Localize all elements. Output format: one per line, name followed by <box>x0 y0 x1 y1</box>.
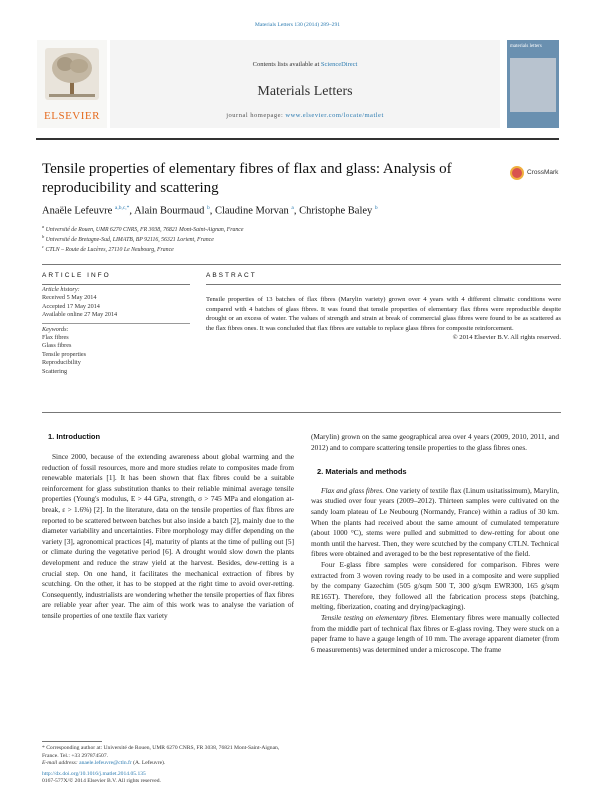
author-sup[interactable]: a,b,c,* <box>114 205 130 211</box>
article-info-label: ARTICLE INFO <box>42 272 111 279</box>
article-title: Tensile properties of elementary fibres of flax and glass: Analysis of reproducibility and scattering <box>42 161 452 196</box>
author-sup[interactable]: a <box>291 205 294 211</box>
author-list: Anaële Lefeuvre $^{a,b,c,*}$, Alain Bourmaud $^b$, Claudine Morvan $^a$, Christophe Baley $^b$ <box>42 205 378 217</box>
intro-column <box>42 452 294 622</box>
cover-title: materials letters <box>510 44 542 49</box>
running-header[interactable]: Materials Letters 130 (2014) 289–291 <box>254 22 341 28</box>
affiliation <box>42 224 442 233</box>
paragraph: Four E-glass fibre samples were considered for comparison. Fibres were extracted from 3 woven roving ready to be used in a composite and were supplied by the company Gazechim (505 g/sqm 500 T, 300 g/sqm EWR300, 165 g/sqm RE165T). Therefore, they followed all the fabrication process steps (batching, melting, fiberization, coating and drying/packaging). <box>311 559 559 612</box>
abstract-body <box>206 295 561 343</box>
contents-prefix: Contents lists available at <box>252 61 321 68</box>
affiliation <box>42 244 442 253</box>
article-info <box>42 286 190 376</box>
author-name[interactable]: Alain Bourmaud <box>134 205 205 217</box>
contents-line <box>110 61 500 68</box>
history-label: Article history: <box>42 286 80 293</box>
header-rule <box>36 138 559 140</box>
crossmark-badge[interactable] <box>510 164 565 184</box>
keyword: Glass fibres <box>42 342 72 350</box>
section-heading: 2. Materials and methods <box>317 467 407 477</box>
email-suffix: (A. Lefeuvre). <box>131 760 166 767</box>
paragraph-lead: Tensile testing on elementary fibres. <box>321 612 429 622</box>
info-rule <box>42 323 190 324</box>
affiliation <box>42 234 442 243</box>
paragraph-lead: Flax and glass fibres. <box>321 485 385 495</box>
paragraph <box>311 613 559 655</box>
journal-header <box>110 40 500 128</box>
email-link[interactable]: anaele.lefeuvre@ctln.fr <box>79 760 132 767</box>
author-sup[interactable]: b <box>206 205 210 211</box>
affiliation-sup: a <box>42 224 45 229</box>
paragraph <box>311 486 559 560</box>
section-divider <box>42 264 561 265</box>
issn-line: 0167-577X/© 2014 Elsevier B.V. All rights reserved. <box>42 778 161 785</box>
online-date: Available online 27 May 2014 <box>42 311 118 319</box>
keyword: Flax fibres <box>42 334 69 342</box>
affiliation-text: Université de Bretagne-Sud, LIMATB, BP 92116, 56321 Lorient, France <box>45 236 214 243</box>
email-label: E-mail address: <box>42 760 80 767</box>
publisher-name: ELSEVIER <box>44 110 100 122</box>
keyword: Reproducibility <box>42 359 81 367</box>
crossmark-label: CrossMark <box>527 169 559 176</box>
body-divider <box>42 412 561 413</box>
journal-homepage <box>110 112 500 119</box>
crossmark-icon <box>510 166 524 180</box>
paragraph: Since 2000, because of the extending awareness about global warming and the reduction of fossil resources, more and more studies relate to composites made from renewable materials [1]. It has been shown that flax fibres could be a suitable reinforcement for glass substitution thanks to their reliable minimal average tensile properties (Young's modulus, E > 44 GPa, strength, σ > 745 MPa and elongation at-break, ε > 1.6%) [2]. In the literature, data on the tensile properties of flax fibres are reported to be scattered between batches but also inside a batch [2], mainly due to the diameter variability and uncertainties. Fibre morphology may differ depending on the variety [3], agronomical practices [4], maturity of plants at the time of pulling out [5] or climate during the vegetative period [6]. A drought would slow down the plants development and reduce the straw yield at the harvest. Besides, dew-retting is a crucial step. On one hand, it facilitates the mechanical extraction of fibres by scutching. On the other, it has to be stopped at the right time to avoid over-retting. Consequently, industrialists are wondering whether the tensile properties of flax fibres are reliable year after year. The aim of this work was to analyse the variation of tensile properties of one textile flax variety <box>42 452 294 620</box>
received-date: Received 5 May 2014 <box>42 294 97 302</box>
affiliation-text: Université de Rouen, UMR 6270 CNRS, FR 3038, 76821 Mont-Saint-Aignan, France <box>45 226 244 233</box>
abstract-label: ABSTRACT <box>206 272 257 279</box>
homepage-prefix: journal homepage: <box>226 112 286 119</box>
author-name[interactable]: Christophe Baley <box>299 205 373 217</box>
journal-title: Materials Letters <box>257 84 353 99</box>
sciencedirect-link[interactable]: ScienceDirect <box>320 61 358 68</box>
abstract-copyright: © 2014 Elsevier B.V. All rights reserved. <box>452 334 561 341</box>
keyword: Scattering <box>42 367 68 375</box>
homepage-link[interactable]: www.elsevier.com/locate/matlet <box>285 112 384 119</box>
affiliation-sup: c <box>42 244 44 249</box>
right-column <box>311 432 559 655</box>
author-sup[interactable]: b <box>374 205 378 211</box>
section-heading: 1. Introduction <box>48 432 101 441</box>
tree-icon <box>45 48 99 100</box>
paragraph: (Marylin) grown on the same geographical area over 4 years (2009, 2010, 2011, and 2012) and to compare scattering tensile properties to the glass fibres ones. <box>311 432 559 452</box>
footnotes <box>42 745 294 786</box>
journal-cover[interactable] <box>507 40 559 128</box>
elsevier-logo <box>37 40 107 128</box>
paragraph-text: Elementary fibres were manually collected from the middle part of technical flax fibres or E-glass roving. They were stuck on a paper frame to have a gauge length of 10 mm. The average apparent diameter (from 6 measurements) was determined under a microscope. The frame <box>311 612 559 654</box>
doi-link[interactable]: http://dx.doi.org/10.1016/j.matlet.2014.05.135 <box>42 770 146 777</box>
info-divider <box>42 284 190 285</box>
abstract-divider <box>206 284 561 285</box>
paragraph-text: One variety of textile flax (Linum usitatissimum), Marylin, was studied over four years (2009–2012). Thirteen samples were cultivated on the sandy loam plateau of Le Neubourg (Normandy, France) within a radius of 30 km. When the plants had received about the same amount of cumulated temperature (about 1000 °C), stems were pulled and submitted to dew-retting for about one month until the harvest. Then, they were scutched by the company CTLN. Technical fibres were obtained and averaged to be the best representative of the field. <box>311 485 559 559</box>
author-name[interactable]: Claudine Morvan <box>214 205 289 217</box>
accepted-date: Accepted 17 May 2014 <box>42 302 100 310</box>
author-name[interactable]: Anaële Lefeuvre <box>42 205 113 217</box>
abstract-text: Tensile properties of 13 batches of flax fibres (Marylin variety) grown over 4 years with 4 different climatic conditions were compared with 4 batches of glass fibres. It was found that tensile properties of elementary flax fibres were reproducible despite drought or an excess of water. The values of strength and strain at break of commercial glass fibres were found to be as scattered as the flax fibres ones. It was concluded that flax fibres are suitable to replace glass fibres for composite reinforcement. <box>206 296 561 332</box>
cover-image <box>510 58 556 112</box>
affiliation-text: CTLN – Route de Lucères, 27110 Le Neubourg, France <box>45 246 174 253</box>
keywords-label: Keywords: <box>42 325 69 333</box>
affiliation-sup: b <box>42 234 45 239</box>
corresponding-note: * Corresponding author at: Université de Rouen, UMR 6270 CNRS, FR 3038, 76821 Mont-Saint-Aignan, France. Tel.: +33 297874507. <box>42 745 280 759</box>
keyword: Tensile properties <box>42 350 87 358</box>
footnote-rule <box>42 741 102 742</box>
